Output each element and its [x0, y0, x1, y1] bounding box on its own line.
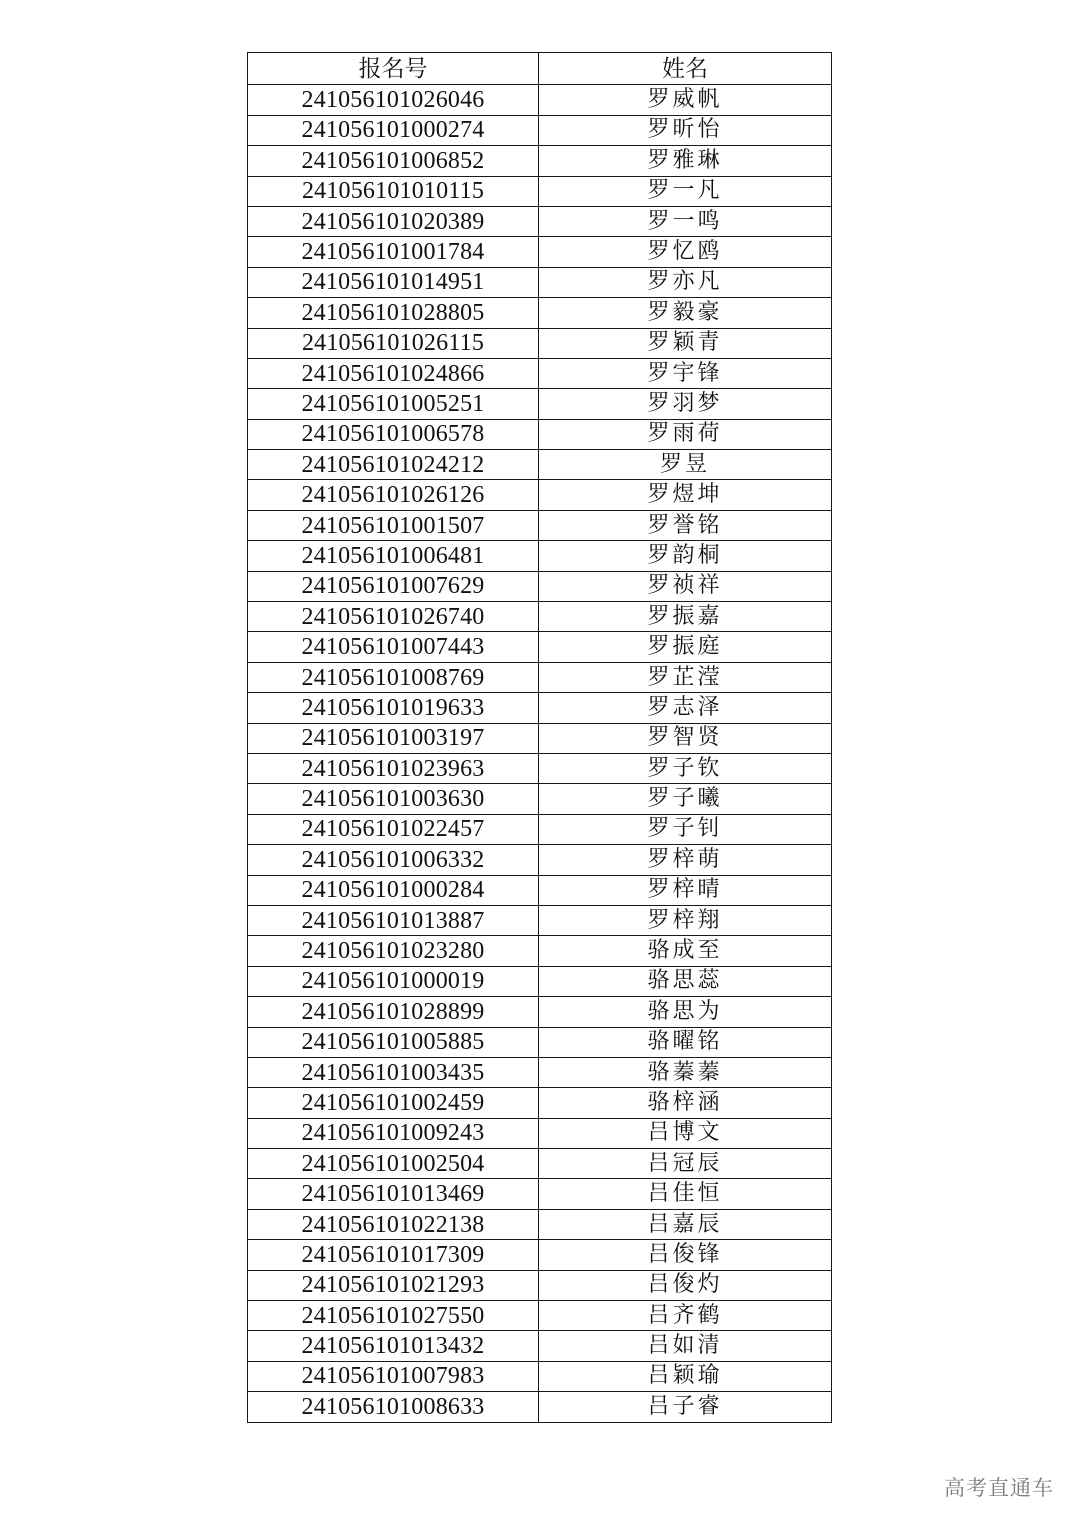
name-cell: 罗智贤 [539, 723, 832, 753]
name-cell: 罗芷滢 [539, 662, 832, 692]
name-cell: 骆思蕊 [539, 966, 832, 996]
name-cell: 吕如清 [539, 1331, 832, 1361]
name-cell: 罗振嘉 [539, 602, 832, 632]
name-cell: 罗志泽 [539, 693, 832, 723]
table-row [248, 1149, 832, 1179]
registration-number-cell: 241056101022138 [248, 1209, 539, 1239]
registration-number-cell: 241056101021293 [248, 1270, 539, 1300]
name-cell: 罗祯祥 [539, 571, 832, 601]
registration-number-cell: 241056101007983 [248, 1361, 539, 1391]
name-cell: 罗亦凡 [539, 267, 832, 297]
name-cell: 罗韵桐 [539, 541, 832, 571]
table-row [248, 541, 832, 571]
registration-number-cell: 241056101005251 [248, 389, 539, 419]
table-body [248, 85, 832, 1422]
registration-number-cell: 241056101023963 [248, 753, 539, 783]
table-row [248, 1240, 832, 1270]
name-cell: 吕齐鹤 [539, 1301, 832, 1331]
table-header-row [248, 53, 832, 85]
name-cell: 罗毅豪 [539, 298, 832, 328]
table-row [248, 845, 832, 875]
header-name: 姓名 [539, 53, 832, 85]
table-row [248, 389, 832, 419]
registration-number-cell: 241056101013887 [248, 905, 539, 935]
table-row [248, 267, 832, 297]
name-cell: 罗颖青 [539, 328, 832, 358]
name-cell: 骆蓁蓁 [539, 1057, 832, 1087]
registration-number-cell: 241056101028899 [248, 997, 539, 1027]
table-row [248, 1118, 832, 1148]
registration-number-cell: 241056101008633 [248, 1392, 539, 1422]
name-cell: 罗羽梦 [539, 389, 832, 419]
name-cell: 骆思为 [539, 997, 832, 1027]
registration-number-cell: 241056101023280 [248, 936, 539, 966]
table-row [248, 450, 832, 480]
registration-number-cell: 241056101002459 [248, 1088, 539, 1118]
name-cell: 吕佳恒 [539, 1179, 832, 1209]
table-row [248, 1301, 832, 1331]
table-row [248, 632, 832, 662]
registration-number-cell: 241056101003435 [248, 1057, 539, 1087]
registration-number-cell: 241056101009243 [248, 1118, 539, 1148]
name-cell: 罗一凡 [539, 176, 832, 206]
name-cell: 罗誉铭 [539, 510, 832, 540]
registration-number-cell: 241056101026740 [248, 602, 539, 632]
table-row [248, 784, 832, 814]
registration-number-cell: 241056101027550 [248, 1301, 539, 1331]
registration-number-cell: 241056101007443 [248, 632, 539, 662]
table-row [248, 85, 832, 115]
name-cell: 罗宇锋 [539, 358, 832, 388]
registration-number-cell: 241056101024212 [248, 450, 539, 480]
name-cell: 罗梓翔 [539, 905, 832, 935]
name-cell: 吕颖瑜 [539, 1361, 832, 1391]
name-cell: 罗子钊 [539, 814, 832, 844]
name-cell: 罗雅琳 [539, 146, 832, 176]
registration-number-cell: 241056101013432 [248, 1331, 539, 1361]
name-cell: 吕冠辰 [539, 1149, 832, 1179]
table-row [248, 146, 832, 176]
registration-number-cell: 241056101006481 [248, 541, 539, 571]
table-row [248, 1331, 832, 1361]
registration-number-cell: 241056101010115 [248, 176, 539, 206]
watermark: 高考直通车 [944, 1476, 1054, 1500]
registration-number-cell: 241056101026046 [248, 85, 539, 115]
table-row [248, 814, 832, 844]
name-cell: 罗子钦 [539, 753, 832, 783]
table-row [248, 176, 832, 206]
table-row [248, 1270, 832, 1300]
table-row [248, 298, 832, 328]
registration-number-cell: 241056101003630 [248, 784, 539, 814]
registration-number-cell: 241056101026115 [248, 328, 539, 358]
table-row [248, 602, 832, 632]
header-registration-number: 报名号 [248, 53, 539, 85]
registration-number-cell: 241056101000284 [248, 875, 539, 905]
name-cell: 骆曜铭 [539, 1027, 832, 1057]
name-cell: 罗威帆 [539, 85, 832, 115]
name-cell: 罗昕怡 [539, 115, 832, 145]
name-cell: 罗煜坤 [539, 480, 832, 510]
registration-number-cell: 241056101000274 [248, 115, 539, 145]
name-cell: 罗梓萌 [539, 845, 832, 875]
registration-number-cell: 241056101013469 [248, 1179, 539, 1209]
registration-number-cell: 241056101028805 [248, 298, 539, 328]
name-cell: 罗一鸣 [539, 206, 832, 236]
table-row [248, 1057, 832, 1087]
registration-number-cell: 241056101001784 [248, 237, 539, 267]
table-row [248, 966, 832, 996]
table-row [248, 115, 832, 145]
name-cell: 罗子曦 [539, 784, 832, 814]
registration-number-cell: 241056101017309 [248, 1240, 539, 1270]
table-row [248, 1088, 832, 1118]
registration-number-cell: 241056101005885 [248, 1027, 539, 1057]
registration-number-cell: 241056101006852 [248, 146, 539, 176]
table-row [248, 1361, 832, 1391]
name-cell: 吕博文 [539, 1118, 832, 1148]
table-row [248, 997, 832, 1027]
table-row [248, 693, 832, 723]
table-row [248, 480, 832, 510]
table-row [248, 237, 832, 267]
name-cell: 罗昱 [539, 450, 832, 480]
name-cell: 罗梓晴 [539, 875, 832, 905]
registration-number-cell: 241056101007629 [248, 571, 539, 601]
table-row [248, 1179, 832, 1209]
registration-number-cell: 241056101006332 [248, 845, 539, 875]
table-row [248, 936, 832, 966]
table-row [248, 1392, 832, 1422]
name-cell: 罗雨荷 [539, 419, 832, 449]
name-cell: 吕俊灼 [539, 1270, 832, 1300]
name-cell: 吕子睿 [539, 1392, 832, 1422]
table-row [248, 328, 832, 358]
table-row [248, 875, 832, 905]
registration-number-cell: 241056101024866 [248, 358, 539, 388]
registration-number-cell: 241056101002504 [248, 1149, 539, 1179]
table-row [248, 662, 832, 692]
table-row [248, 753, 832, 783]
registration-number-cell: 241056101008769 [248, 662, 539, 692]
table-row [248, 1027, 832, 1057]
name-cell: 骆成至 [539, 936, 832, 966]
table-row [248, 1209, 832, 1239]
table-row [248, 571, 832, 601]
registration-number-cell: 241056101026126 [248, 480, 539, 510]
registration-number-cell: 241056101006578 [248, 419, 539, 449]
registration-number-cell: 241056101001507 [248, 510, 539, 540]
registration-number-cell: 241056101022457 [248, 814, 539, 844]
table-row [248, 419, 832, 449]
table-row [248, 905, 832, 935]
registration-number-cell: 241056101020389 [248, 206, 539, 236]
table-row [248, 510, 832, 540]
registration-number-cell: 241056101000019 [248, 966, 539, 996]
table-row [248, 206, 832, 236]
name-cell: 罗振庭 [539, 632, 832, 662]
name-cell: 吕嘉辰 [539, 1209, 832, 1239]
registration-table [247, 52, 832, 1423]
name-cell: 骆梓涵 [539, 1088, 832, 1118]
registration-number-cell: 241056101003197 [248, 723, 539, 753]
registration-number-cell: 241056101014951 [248, 267, 539, 297]
table-row [248, 358, 832, 388]
registration-number-cell: 241056101019633 [248, 693, 539, 723]
name-cell: 罗忆鸥 [539, 237, 832, 267]
name-cell: 吕俊锋 [539, 1240, 832, 1270]
table-row [248, 723, 832, 753]
